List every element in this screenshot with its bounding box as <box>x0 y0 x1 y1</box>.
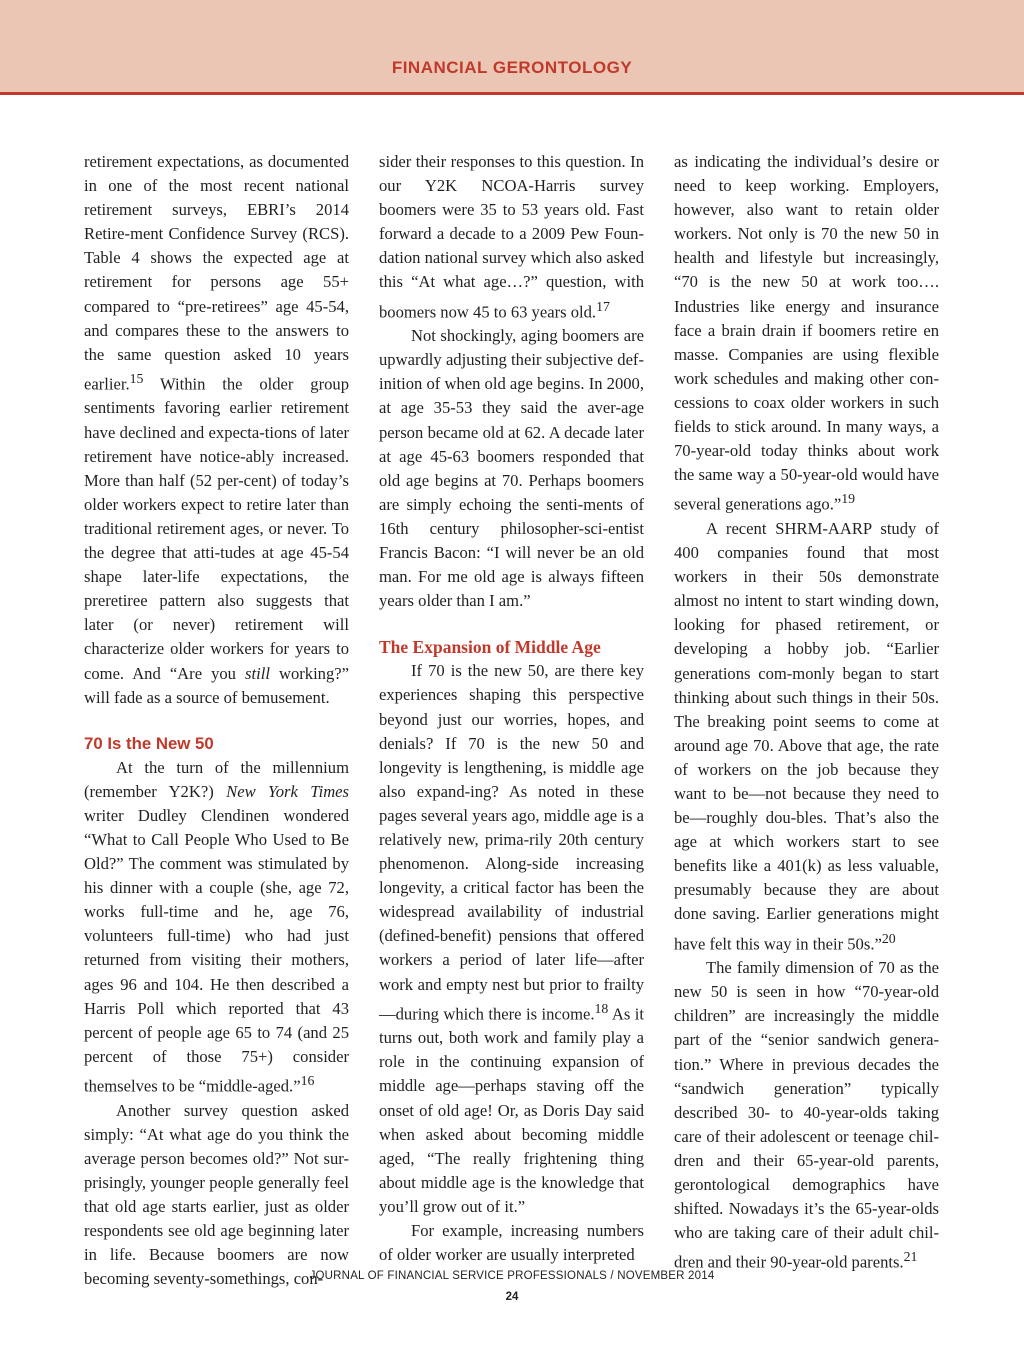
section-header-title: FINANCIAL GERONTOLOGY <box>391 58 633 77</box>
paragraph: If 70 is the new 50, are there key experiences shaping this perspective beyond just our worries, hopes, and denials? If 70 is the new 50 and longevity is lengthening, is middle age also expand-ing? As noted in these pages several years ago, middle age is a relatively new, prima-rily 20th century phenomenon. Along-side increasing longevity, a critical factor has been the widespread availability of industrial (defined-benefit) pensions that offered workers a period of later life—after work and empty nest but prior to frailty—during which there is income.$^{18}$ As it turns out, both work and family play a role in the continuing expansion of middle age—perhaps staving off the onset of old age! Or, as Doris Day said when asked about becoming middle aged, “The really frightening thing about middle age is the knowledge that you’ll grow out of it.” <box>379 661 644 1216</box>
paragraph: as indicating the individual’s desire or need to keep working. Employers, however, also want to retain older workers. Not only is 70 the new 50 in health and lifestyle but increasingly, “70 is the new 50 at work too…. Industries like energy and insurance face a brain drain if boomers retire en masse. Companies are using flexible work schedules and making other con-cessions to coax older workers in such fields to stick around. In many ways, a 70-year-old today thinks about work the same way a 50-year-old would have several generations ago.”$^{19}$ <box>674 152 939 514</box>
paragraph: For example, increasing numbers of older worker are usually interpreted <box>379 1221 644 1265</box>
paragraph: sider their responses to this question. In our Y2K NCOA-Harris survey boomers were 35 to 53 years old. Fast forward a decade to a 2009 Pew Foun-dation national survey which also asked this “At what age…?” question, with boomers now 45 to 63 years old.$^{17}$ <box>379 152 644 322</box>
paragraph: At the turn of the millennium (remember Y2K?) New York Times writer Dudley Clendinen wondered “What to Call People Who Used to Be Old?” The comment was stimulated by his dinner with a couple (she, age 72, works full-time and he, age 76, volunteers full-time) who had just returned from visiting their mothers, ages 96 and 104. He then described a Harris Poll which reported that 43 percent of people age 65 to 74 (and 25 percent of those 75+) consider themselves to be “middle-aged.”$^{16}$ <box>84 757 349 1096</box>
page-number: 24 <box>505 1291 519 1303</box>
section-heading: 70 Is the New 50 <box>84 733 214 753</box>
text-column-2 <box>379 150 644 1267</box>
paragraph: retirement expectations, as documented in one of the most recent national retirement surveys, EBRI’s 2014 Retire-ment Confidence Survey (RCS). Table 4 shows the expected age at retirement for persons age 55+ compared to “pre-retirees” age 45-54, and compares these to the answers to the same question asked 10 years earlier.$^{15}$ Within the older group sentiments favoring earlier retirement have declined and expecta-tions of later retirement have notice-ably increased. More than half (52 per-cent) of today’s older workers expect to retire later than traditional retirement ages, or never. To the degree that atti-tudes at age 45-54 shape later-life expectations, the preretiree pattern also suggests that later (or never) retirement will characterize older workers for years to come. And “Are you still working?” will fade as a source of bemusement. <box>84 152 350 707</box>
paragraph: Not shockingly, aging boomers are upwardly adjusting their subjective def-inition of when old age begins. In 2000, at age 35-53 they said the aver-age person became old at 62. A decade later at age 45-63 boomers responded that old age begins at 70. Perhaps boomers are simply echoing the senti-ments of 16th century philosopher-sci-entist Francis Bacon: “I will never be an old man. For me old age is always fifteen years older than I am.” <box>379 326 644 611</box>
footer-journal-line: JOURNAL OF FINANCIAL SERVICE PROFESSIONALS / NOVEMBER 2014 <box>309 1270 715 1282</box>
text-column-1 <box>84 150 349 1291</box>
paragraph: A recent SHRM-AARP study of 400 companies found that most workers in their 50s demonstrate almost no intent to start winding down, looking for phased retirement, or developing a hobby job. “Earlier generations com-monly began to start thinking about such things in their 50s. The breaking point seems to come at around age 70. Above that age, the rate of workers on the job because they want to be—not because they need to be—roughly dou-bles. That’s also the age at which workers start to see benefits like a 401(k) as less valuable, presumably because they are about done saving. Earlier generations might have felt this way in their 50s.”$^{20}$ <box>674 518 939 954</box>
header-band <box>0 0 1024 95</box>
section-heading: The Expansion of Middle Age <box>379 637 601 658</box>
paragraph: Another survey question asked simply: “At what age do you think the average person becomes old?” Not sur-prisingly, younger people generally feel that old age starts earlier, just as older respondents see old age beginning later in life. Because boomers are now becoming seventy-somethings, con- <box>84 1100 349 1289</box>
text-column-3 <box>674 150 939 1275</box>
paragraph: The family dimension of 70 as the new 50 is seen in how “70-year-old children” are increasingly the middle part of the “senior sandwich genera-tion.” Where in previous decades the “sandwich generation” typically described 30- to 40-year-olds taking care of their adolescent or teenage chil-dren and their 65-year-old parents, gerontological demographics have shifted. Nowadays it’s the 65-year-olds who are taking care of their adult chil-dren and their 90-year-old parents.$^{21}$ <box>674 958 939 1272</box>
